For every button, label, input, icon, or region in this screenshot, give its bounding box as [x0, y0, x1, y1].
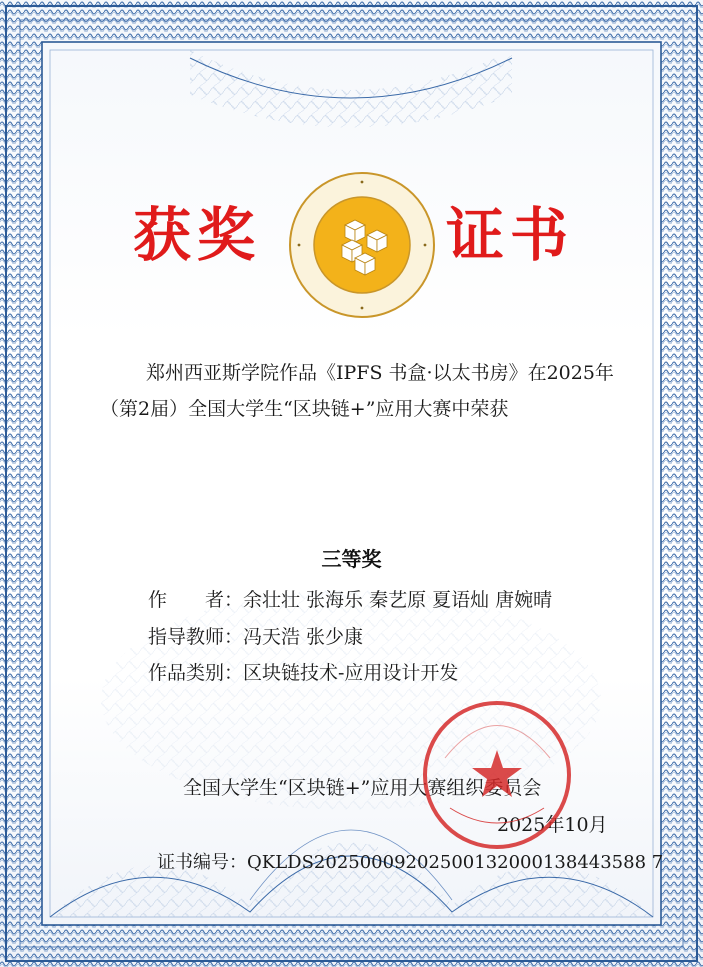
advisors-row — [148, 622, 363, 649]
cert-no-value: QKLDS20250009202500132000138443588 7 — [247, 852, 664, 873]
advisors-label: 指导教师： — [148, 626, 244, 648]
certificate-title-right: 证书 — [446, 201, 575, 269]
competition-emblem-logo — [287, 170, 437, 320]
cert-no-label: 证书编号： — [157, 852, 247, 873]
official-seal-stamp — [420, 698, 575, 853]
authors-label: 作 者： — [148, 589, 244, 611]
advisors-value: 冯天浩 张少康 — [243, 626, 364, 648]
category-label: 作品类别： — [148, 662, 244, 684]
issue-date: 2025年10月 — [497, 814, 608, 836]
authors-value: 余壮壮 张海乐 秦艺原 夏语灿 唐婉晴 — [243, 589, 553, 611]
category-value: 区块链技术-应用设计开发 — [243, 662, 459, 684]
authors-row — [148, 585, 552, 612]
award-paragraph: 郑州西亚斯学院作品《IPFS 书盒·以太书房》在2025年（第2届）全国大学生“区块链+”应用大赛中荣获 — [100, 362, 614, 420]
certificate-title-left: 获奖 — [133, 201, 262, 269]
issuer-name: 全国大学生“区块链+”应用大赛组织委员会 — [183, 777, 542, 799]
category-row — [148, 658, 458, 685]
certificate-number — [157, 848, 663, 874]
prize-level: 三等奖 — [321, 547, 382, 571]
